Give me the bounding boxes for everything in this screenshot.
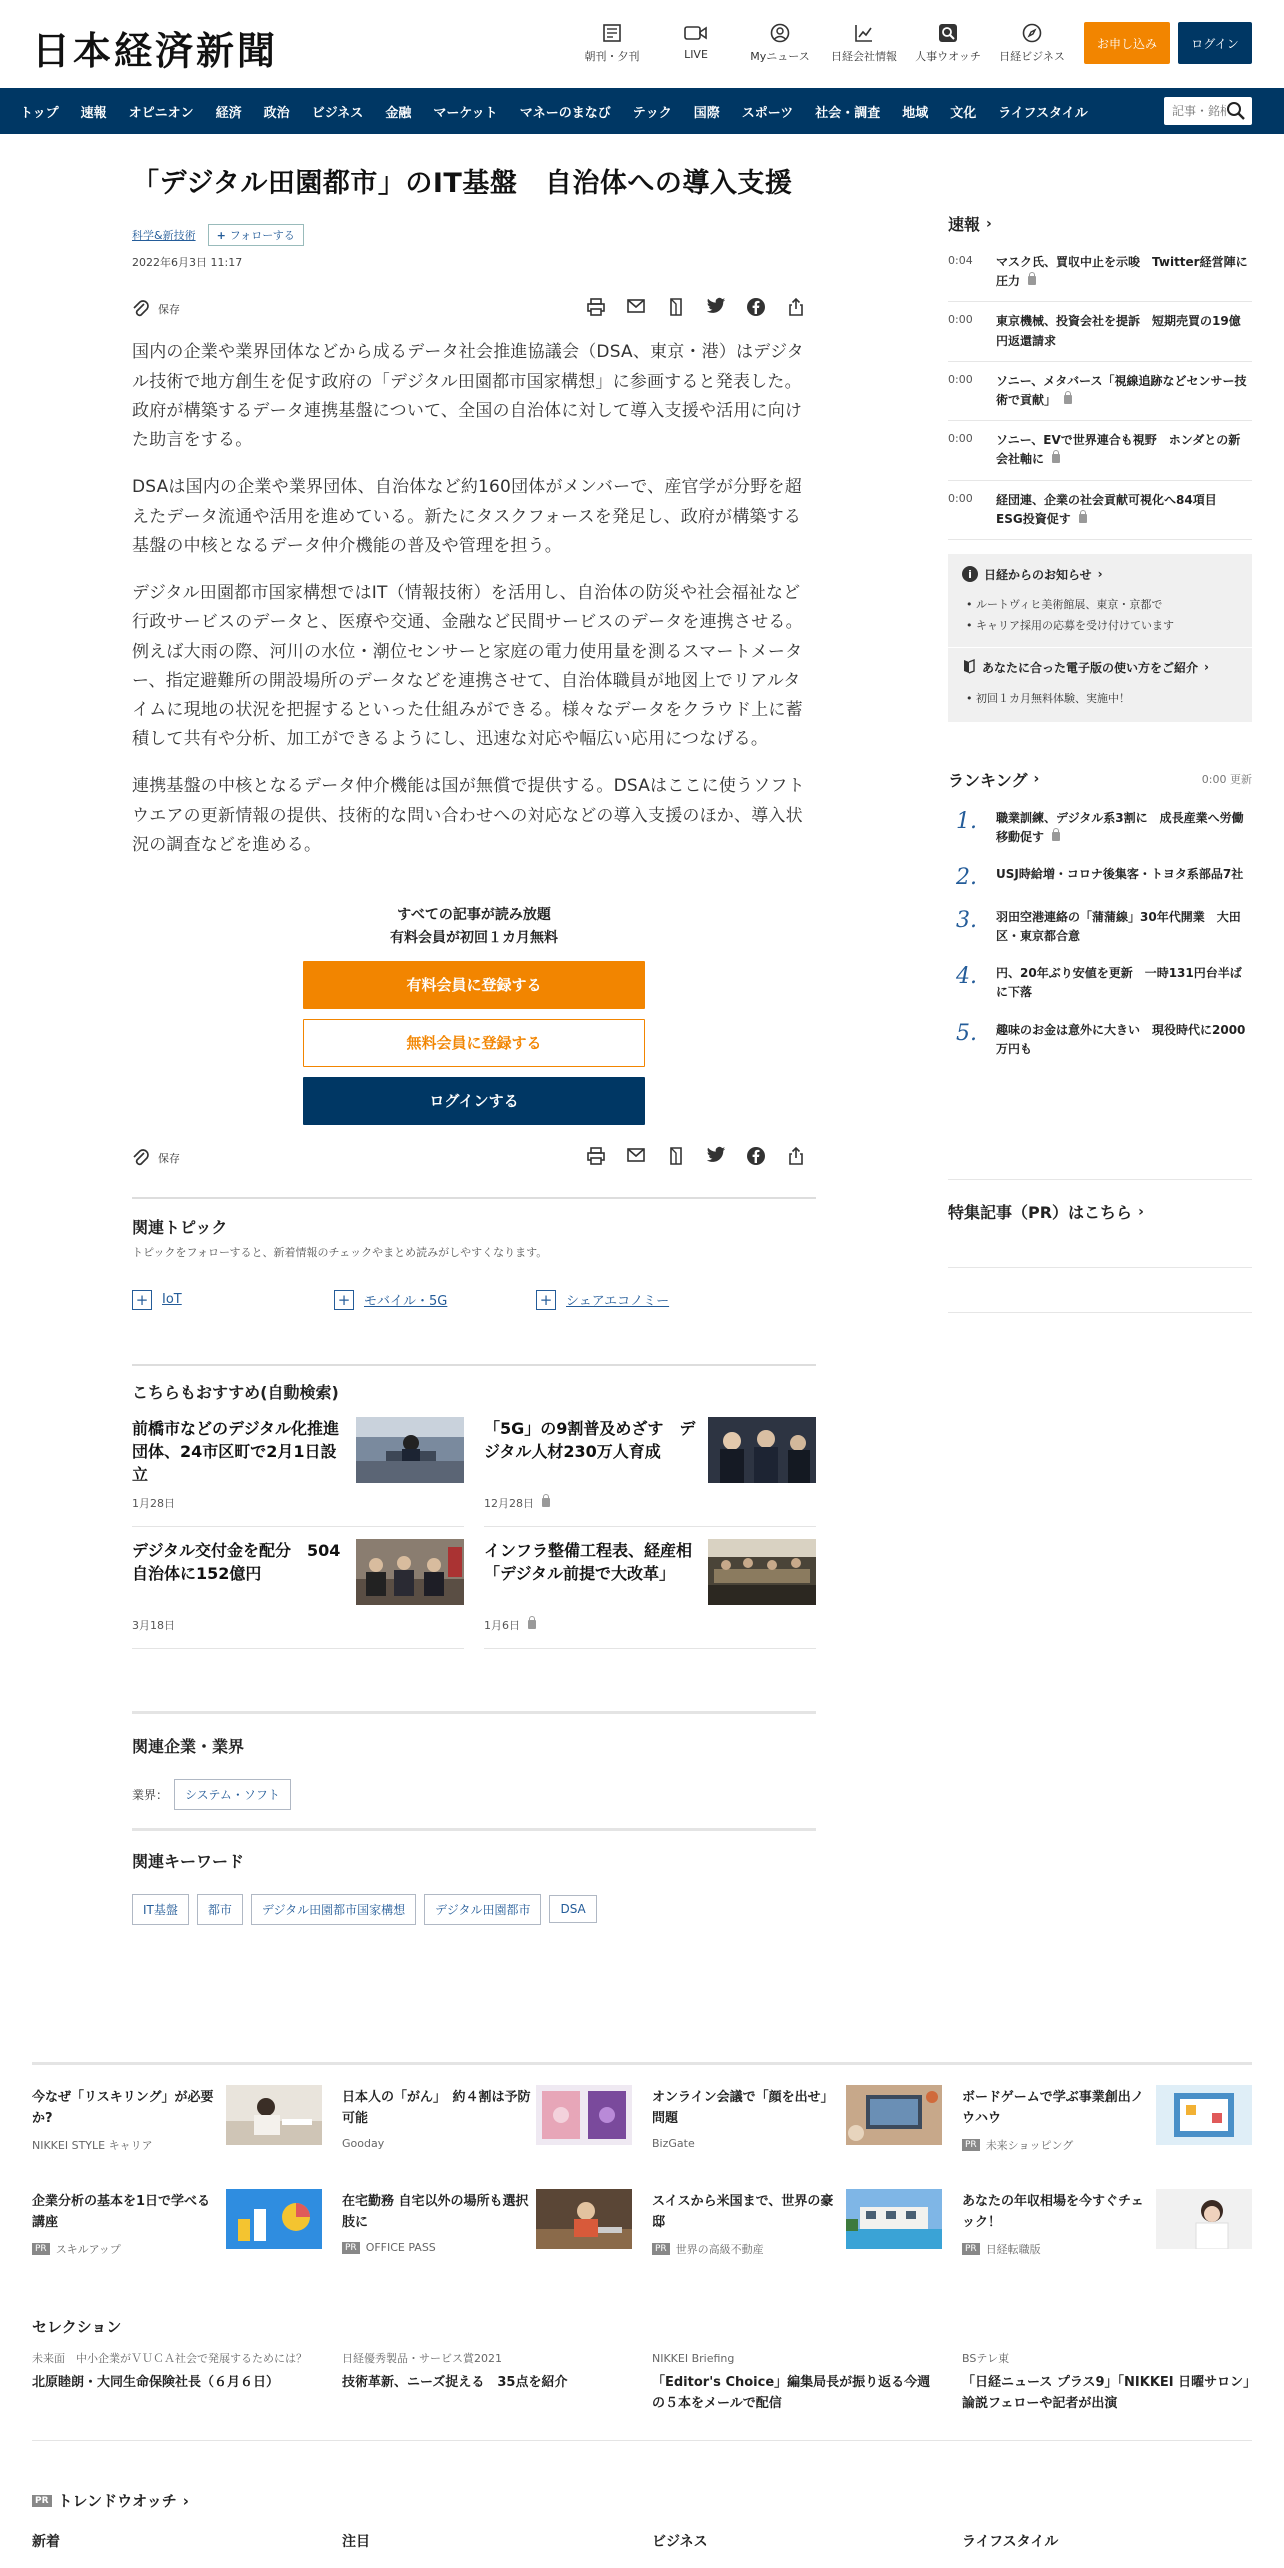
header-link-live[interactable]	[654, 20, 738, 64]
flash-title: マスク氏、買収中止を示唆 Twitter経営陣に圧力	[996, 255, 1248, 289]
promo-card[interactable]	[652, 2065, 942, 2169]
facebook-icon[interactable]	[736, 1146, 776, 1166]
notice-item[interactable]: • ルートヴィヒ美術館展、東京・京都で	[962, 595, 1238, 616]
flash-title: ソニー、メタバース「視線追跡などセンサー技術で貢献」	[996, 373, 1247, 407]
ranking-number: 5.	[956, 1020, 977, 1046]
nav-search-box	[1164, 97, 1252, 125]
promo-source	[652, 2137, 695, 2150]
article-meta	[132, 224, 816, 246]
lock-icon	[1052, 454, 1060, 463]
promo-title: 在宅勤務 自宅以外の場所も選択肢に	[342, 2194, 529, 2231]
selection-item[interactable]	[32, 2351, 322, 2414]
topic-label: IoT	[162, 1292, 182, 1308]
article-paragraph: 国内の企業や業界団体などから成るデータ社会推進協議会（DSA、東京・港）はデジタル技術で地方創生を促す政府の「デジタル田園都市国家構想」に参画すると発表した。政府が構築するデータ連携基盤について、全国の自治体に対して導入支援や活用に向けた助言をする。	[132, 342, 804, 451]
trend-col-business: ビジネス	[652, 2534, 708, 2550]
site-header	[0, 0, 1284, 88]
promo-thumbnail	[226, 2189, 322, 2249]
selection-item[interactable]	[342, 2351, 632, 2414]
flash-time: 0:00	[948, 432, 973, 446]
recommended-thumbnail	[708, 1417, 816, 1483]
flash-item[interactable]	[948, 243, 1252, 302]
ranking-title: 円、20年ぶり安値を更新 一時131円台半ばに下落	[996, 966, 1242, 1000]
free-signup-button[interactable]: 無料会員に登録する	[303, 1019, 645, 1067]
promo-thumbnail	[1156, 2189, 1252, 2249]
ranking-updated: 0:00 更新	[1201, 772, 1252, 786]
ranking	[948, 768, 1252, 1060]
header-link-mynews[interactable]	[738, 20, 822, 64]
plus-icon: +	[334, 1290, 354, 1310]
promo-source-label: Gooday	[342, 2137, 385, 2150]
promo-card[interactable]	[962, 2169, 1252, 2273]
promo-title: スイスから米国まで、世界の豪邸	[652, 2194, 834, 2231]
book-icon	[962, 658, 976, 677]
nav-item[interactable]: 政治	[263, 105, 290, 121]
header-link-print-edition[interactable]	[570, 20, 654, 64]
pr-section	[948, 1179, 1252, 1313]
ebook-item[interactable]: • 初回１カ月無料体験、実施中！	[962, 689, 1238, 710]
related-topics	[132, 1197, 816, 1310]
lock-icon	[1079, 514, 1087, 523]
promo-card[interactable]	[342, 2169, 632, 2273]
flash-text	[996, 372, 1252, 410]
paperclip-icon	[132, 299, 150, 319]
trend-columns	[32, 2531, 1252, 2551]
topic-list	[132, 1290, 816, 1310]
nav-item[interactable]: 地域	[902, 105, 929, 121]
paywall-line1: すべての記事が読み放題	[397, 907, 551, 924]
pr-heading-label: 特集記事（PR）はこちら	[948, 1203, 1133, 1223]
recommended-thumbnail	[356, 1539, 464, 1605]
nav-item[interactable]: ライフスタイル	[998, 105, 1088, 121]
chart-icon	[822, 20, 906, 46]
selection-sub: 未来面 中小企業がＶＵＣＡ社会で発展するためには？	[32, 2352, 307, 2365]
header-link-company-info[interactable]	[822, 20, 906, 64]
promo-card[interactable]	[32, 2065, 322, 2169]
recommended-title: デジタル交付金を配分 504自治体に152億円	[132, 1540, 341, 1584]
header-link-label: 日経ビジネス	[999, 50, 1065, 63]
ranking-item[interactable]	[948, 964, 1252, 1002]
sidebar	[948, 134, 1252, 1313]
search-input[interactable]	[1172, 104, 1226, 118]
recommended-date	[484, 1495, 550, 1511]
flash-item[interactable]	[948, 421, 1252, 480]
promo-title: ボードゲームで学ぶ事業創出ノウハウ	[962, 2090, 1144, 2127]
promo-source	[32, 2241, 121, 2257]
article-paragraph: デジタル田園都市国家構想ではIT（情報技術）を活用し、自治体の防災や社会福祉など行政サービスのデータと、医療や交通、金融など民間サービスのデータを連携させる。例えば大雨の際、河川の水位・潮位センサーと家庭の電力使用量を測るスマートメーター、指定避難所の開設場所のデータなどを連携させて、自治体職員が地図上でリアルタイムに現地の状況を把握するといった仕組みができる。様々なデータをクラウド上に蓄積して共有や分析、加工ができるようにし、迅速な対応や幅広い応用につなげる。	[132, 583, 803, 750]
flash-time: 0:00	[948, 313, 973, 327]
industry-tag[interactable]: システム・ソフト	[174, 1779, 291, 1810]
copy-link-icon[interactable]	[656, 1146, 696, 1166]
header-link-label: 日経会社情報	[831, 50, 897, 63]
save-button[interactable]	[132, 1148, 180, 1168]
nav-item[interactable]: 国際	[693, 105, 720, 121]
promo-source	[962, 2241, 1041, 2257]
promo-thumbnail	[1156, 2085, 1252, 2145]
promo-source-label: 未来ショッピング	[985, 2139, 1074, 2152]
paid-signup-button[interactable]: 有料会員に登録する	[303, 961, 645, 1009]
nav-item[interactable]: 文化	[950, 105, 977, 121]
notice-heading-label: 日経からのお知らせ	[984, 567, 1092, 582]
chevron-right-icon: ›	[182, 2491, 189, 2510]
header-link-label: 人事ウオッチ	[915, 50, 981, 63]
keyword-tag[interactable]: デジタル田園都市	[424, 1894, 541, 1925]
topic-label: モバイル・5G	[364, 1294, 448, 1310]
pr-badge: PR	[32, 2495, 52, 2507]
promo-source-label: 日経転職版	[985, 2243, 1041, 2256]
ranking-title: 羽田空港連絡の「蒲蒲線」30年代開業 大田区・東京都合意	[996, 909, 1241, 944]
notice-heading[interactable]	[962, 566, 1238, 583]
recommended-date	[484, 1617, 536, 1633]
header-icon-menu	[570, 20, 1074, 64]
promo-thumbnail	[536, 2085, 632, 2145]
selection-sub: 日経優秀製品・サービス賞2021	[342, 2352, 502, 2365]
search-person-icon	[906, 20, 990, 46]
flash-title: ソニー、EVで世界連合も視野 ホンダとの新会社軸に	[996, 433, 1241, 467]
promo-card[interactable]	[652, 2169, 942, 2273]
header-link-label: 朝刊・夕刊	[584, 50, 640, 63]
article-paragraph: DSAは国内の企業や業界団体、自治体など約160団体がメンバーで、産官学が分野を超えたデータ流通や活用を進めている。新たにタスクフォースを発足し、政府が構築する基盤の中核となるデータ仲介機能の普及や管理を担う。	[132, 477, 802, 556]
lock-icon	[1028, 276, 1036, 285]
header-link-label: Myニュース	[750, 50, 810, 63]
flash-text	[996, 312, 1252, 350]
flash-list	[948, 243, 1252, 540]
flash-news-heading[interactable]	[948, 212, 1252, 235]
nav-item[interactable]: 経済	[215, 105, 242, 121]
notice-box	[948, 554, 1252, 722]
flash-text	[996, 253, 1252, 291]
flash-title: 経団連、企業の社会貢献可視化へ84項目 ESG投資促す	[996, 492, 1229, 526]
article-paragraph: 連携基盤の中核となるデータ仲介機能は国が無償で提供する。DSAはここに使うソフトウエアの更新情報の提供、技術的な問い合わせへの対応などの導入支援のほか、導入状況の調査などを進める。	[132, 776, 805, 855]
recommended-title: 「5G」の9割普及めざす デジタル人材230万人育成	[484, 1418, 696, 1462]
keyword-tag[interactable]: DSA	[549, 1895, 596, 1923]
pr-badge: PR	[962, 2139, 980, 2151]
flash-title: 東京機械、投資会社を提訴 短期売買の19億円返還請求	[996, 314, 1241, 348]
related-keywords-heading: 関連キーワード	[132, 1851, 245, 1871]
nav-item[interactable]: トップ	[20, 105, 59, 121]
header-link-label: LIVE	[684, 48, 708, 61]
apply-button[interactable]: お申し込み	[1084, 22, 1170, 64]
paywall-line2: 有料会員が初回１カ月無料	[390, 929, 558, 946]
selection-title: 北原睦朗・大同生命保険社長（６月６日）	[32, 2374, 280, 2390]
keyword-tag[interactable]: 都市	[197, 1894, 243, 1925]
chevron-right-icon: ›	[1204, 660, 1209, 675]
selection-grid	[32, 2351, 1252, 2441]
plus-icon: +	[216, 228, 226, 242]
nav-item[interactable]: マーケット	[433, 105, 498, 121]
date-text: 3月18日	[132, 1618, 175, 1632]
promo-thumbnail	[846, 2189, 942, 2249]
flash-time: 0:04	[948, 254, 973, 267]
flash-item[interactable]	[948, 302, 1252, 361]
promo-source	[342, 2137, 384, 2150]
selection-heading: セレクション	[32, 2318, 122, 2336]
related-keywords	[132, 1828, 816, 1925]
date-text: 1月6日	[484, 1618, 520, 1632]
selection-item[interactable]	[962, 2351, 1252, 2414]
share-icon[interactable]	[776, 297, 816, 317]
nav-item[interactable]: 金融	[385, 105, 412, 121]
twitter-icon[interactable]	[696, 1146, 736, 1166]
promo-card[interactable]	[962, 2065, 1252, 2169]
print-icon[interactable]	[576, 297, 616, 317]
nav-item[interactable]: テック	[632, 105, 672, 121]
login-button[interactable]: ログイン	[1178, 22, 1252, 64]
ranking-title: 趣味のお金は意外に大きい 現役時代に2000万円も	[996, 1022, 1246, 1056]
share-icons	[576, 297, 816, 317]
follow-button[interactable]	[208, 224, 304, 246]
flash-time: 0:00	[948, 491, 973, 505]
promo-title: オンライン会議で「顔を出せ」問題	[652, 2090, 834, 2127]
ranking-number: 3.	[956, 907, 977, 933]
ranking-text	[996, 809, 1252, 847]
promo-title: 今なぜ「リスキリング」が必要か?	[32, 2090, 214, 2127]
ranking-title: USJ時給増・コロナ後集客・トヨタ系部品7社	[996, 866, 1244, 881]
notice-list	[962, 595, 1238, 637]
recommended-date	[132, 1495, 175, 1511]
pr-divider	[948, 1312, 1252, 1313]
pr-divider	[948, 1267, 1252, 1268]
topic-follow-iot[interactable]	[132, 1290, 334, 1310]
notice-divider	[948, 647, 1252, 648]
related-companies-heading: 関連企業・業界	[132, 1736, 245, 1756]
share-icons	[576, 1146, 816, 1166]
promo-source	[962, 2137, 1073, 2153]
promo-thumbnail	[226, 2085, 322, 2145]
promo-grid	[32, 2065, 1252, 2273]
nav-list	[20, 88, 1110, 134]
promo-card[interactable]	[342, 2065, 632, 2169]
related-companies	[132, 1711, 816, 1925]
trend-col-lifestyle: ライフスタイル	[962, 2534, 1059, 2550]
recommended-thumbnail	[708, 1539, 816, 1605]
search-icon[interactable]	[1226, 101, 1246, 125]
promo-source-label: 世界の高級不動産	[675, 2243, 764, 2256]
pr-heading[interactable]	[948, 1200, 1252, 1223]
lock-icon	[1052, 832, 1060, 841]
pr-badge: PR	[652, 2243, 670, 2255]
trend-col-new: 新着	[32, 2534, 60, 2550]
facebook-icon[interactable]	[736, 297, 776, 317]
selection-title: 技術革新、ニーズ捉える 35点を紹介	[342, 2374, 568, 2390]
chevron-right-icon: ›	[1097, 567, 1103, 582]
recommended-item[interactable]	[132, 1417, 464, 1527]
paperclip-icon	[132, 1148, 150, 1168]
trend-watch	[32, 2490, 1252, 2551]
recommended-item[interactable]	[484, 1417, 816, 1527]
newspaper-icon	[570, 20, 654, 46]
ranking-item[interactable]	[948, 865, 1252, 890]
selection-section	[32, 2316, 1252, 2441]
date-text: 1月28日	[132, 1496, 175, 1510]
ranking-item[interactable]	[948, 809, 1252, 847]
recommended-articles	[132, 1364, 816, 1661]
promo-source	[32, 2137, 153, 2153]
video-icon	[654, 20, 738, 46]
chevron-right-icon: ›	[986, 215, 992, 232]
selection-sub: NIKKEI Briefing	[652, 2352, 735, 2365]
promo-title: あなたの年収相場を今すぐチェック！	[962, 2194, 1144, 2231]
recommended-thumbnail	[356, 1417, 464, 1483]
selection-sub: BSテレ東	[962, 2352, 1010, 2365]
print-icon[interactable]	[576, 1146, 616, 1166]
mail-icon[interactable]	[616, 297, 656, 317]
ranking-title: 職業訓練、デジタル系3割に 成長産業へ労働移動促す	[996, 810, 1244, 844]
keyword-tag[interactable]: IT基盤	[132, 1894, 189, 1925]
trend-heading-label: トレンドウオッチ	[57, 2492, 177, 2510]
topic-follow-share-economy[interactable]	[536, 1290, 738, 1310]
article-toolbar	[132, 294, 816, 324]
recommended-grid	[132, 1417, 816, 1661]
industry-row	[132, 1779, 816, 1810]
main-nav	[0, 88, 1284, 134]
paywall	[132, 904, 816, 1125]
industry-label: 業界：	[132, 1787, 169, 1802]
nav-item[interactable]: ビジネス	[311, 105, 364, 121]
ranking-number: 1.	[956, 808, 977, 834]
ebook-heading-label: あなたに合った電子版の使い方をご紹介	[982, 660, 1199, 675]
flash-text	[996, 491, 1252, 529]
selection-title: 「Editor's Choice」編集局長が振り返る今週の５本をメールで配信	[652, 2374, 931, 2411]
promo-source	[342, 2241, 436, 2254]
info-icon: i	[962, 566, 978, 582]
plus-icon: +	[536, 1290, 556, 1310]
trend-watch-heading[interactable]	[32, 2490, 1252, 2511]
keyword-row	[132, 1894, 816, 1925]
recommended-date	[132, 1617, 175, 1633]
article-column	[132, 134, 816, 1925]
pr-badge: PR	[962, 2243, 980, 2255]
topic-label: シェアエコノミー	[566, 1294, 670, 1310]
promo-source-label: スキルアップ	[55, 2243, 121, 2256]
promo-source-label: BizGate	[652, 2137, 695, 2150]
article-toolbar-bottom	[132, 1143, 816, 1173]
user-icon	[738, 20, 822, 46]
flash-time: 0:00	[948, 372, 973, 386]
pr-badge: PR	[32, 2243, 50, 2255]
paywall-login-button[interactable]: ログインする	[303, 1077, 645, 1125]
save-label: 保存	[158, 1151, 180, 1165]
pr-badge: PR	[342, 2242, 360, 2254]
copy-link-icon[interactable]	[656, 297, 696, 317]
keyword-tag[interactable]: デジタル田園都市国家構想	[251, 1894, 416, 1925]
header-link-personnel-watch[interactable]	[906, 20, 990, 64]
ebook-heading[interactable]	[962, 658, 1238, 677]
ranking-item[interactable]	[948, 1021, 1252, 1059]
promo-source	[652, 2241, 764, 2257]
plus-icon: +	[132, 1290, 152, 1310]
recommended-item[interactable]	[132, 1539, 464, 1649]
nav-item[interactable]: マネーのまなび	[519, 105, 611, 121]
lock-icon	[528, 1620, 536, 1629]
chevron-right-icon: ›	[1033, 771, 1040, 788]
selection-item[interactable]	[652, 2351, 942, 2414]
share-icon[interactable]	[776, 1146, 816, 1166]
recommended-title: インフラ整備工程表、経産相「デジタル前提で大改革」	[484, 1540, 693, 1584]
promo-card[interactable]	[32, 2169, 322, 2273]
header-link-nikkei-business[interactable]	[990, 20, 1074, 64]
trend-col-featured: 注目	[342, 2534, 370, 2550]
recommended-item[interactable]	[484, 1539, 816, 1649]
related-topics-sub: トピックをフォローすると、新着情報のチェックやまとめ読みがしやすくなります。	[132, 1245, 548, 1259]
save-button[interactable]	[132, 299, 180, 319]
recommended-title: 前橋市などのデジタル化推進団体、24市区町で2月1日設立	[132, 1418, 340, 1485]
flash-item[interactable]	[948, 481, 1252, 540]
lock-icon	[1064, 395, 1072, 404]
follow-label: フォローする	[229, 229, 295, 243]
chevron-right-icon: ›	[1138, 1203, 1144, 1220]
nav-item[interactable]: スポーツ	[741, 105, 794, 121]
flash-heading-label: 速報	[948, 215, 981, 234]
selection-title: 「日経ニュース プラス9」「NIKKEI 日曜サロン」論説フェローや記者が出演	[962, 2374, 1250, 2411]
promo-title: 企業分析の基本を1日で学べる講座	[32, 2194, 211, 2231]
flash-text	[996, 431, 1252, 469]
promo-section	[32, 2062, 1252, 2273]
ebook-list	[962, 689, 1238, 710]
save-label: 保存	[158, 303, 180, 317]
article-body	[132, 338, 816, 860]
lock-icon	[542, 1498, 550, 1507]
topic-follow-mobile-5g[interactable]	[334, 1290, 536, 1310]
recommended-heading: こちらもおすすめ(自動検索)	[132, 1382, 339, 1402]
compass-icon	[990, 20, 1074, 46]
nav-item[interactable]: 社会・調査	[815, 105, 881, 121]
mail-icon[interactable]	[616, 1146, 656, 1166]
promo-source-label: OFFICE PASS	[365, 2241, 436, 2254]
article-title: 「デジタル田園都市」のIT基盤 自治体への導入支援	[132, 168, 793, 199]
ranking-number: 2.	[956, 864, 977, 890]
twitter-icon[interactable]	[696, 297, 736, 317]
nav-item[interactable]: オピニオン	[128, 105, 194, 121]
ranking-item[interactable]	[948, 908, 1252, 946]
date-text: 12月28日	[484, 1496, 534, 1510]
category-link[interactable]: 科学&新技術	[132, 229, 196, 243]
promo-thumbnail	[846, 2085, 942, 2145]
nav-item[interactable]: 速報	[80, 105, 107, 121]
promo-source-label: NIKKEI STYLE キャリア	[32, 2139, 153, 2152]
related-topics-heading: 関連トピック	[132, 1217, 228, 1237]
ranking-number: 4.	[956, 964, 977, 990]
notice-item[interactable]: • キャリア採用の応募を受け付けています	[962, 616, 1238, 637]
ranking-heading-label: ランキング	[948, 770, 1028, 790]
promo-title: 日本人の「がん」 約４割は予防可能	[342, 2090, 531, 2127]
article-date: 2022年6月3日 11:17	[132, 256, 243, 270]
site-logo[interactable]: 日本経済新聞	[32, 28, 279, 73]
promo-thumbnail	[536, 2189, 632, 2249]
flash-news	[948, 212, 1252, 540]
flash-item[interactable]	[948, 362, 1252, 421]
